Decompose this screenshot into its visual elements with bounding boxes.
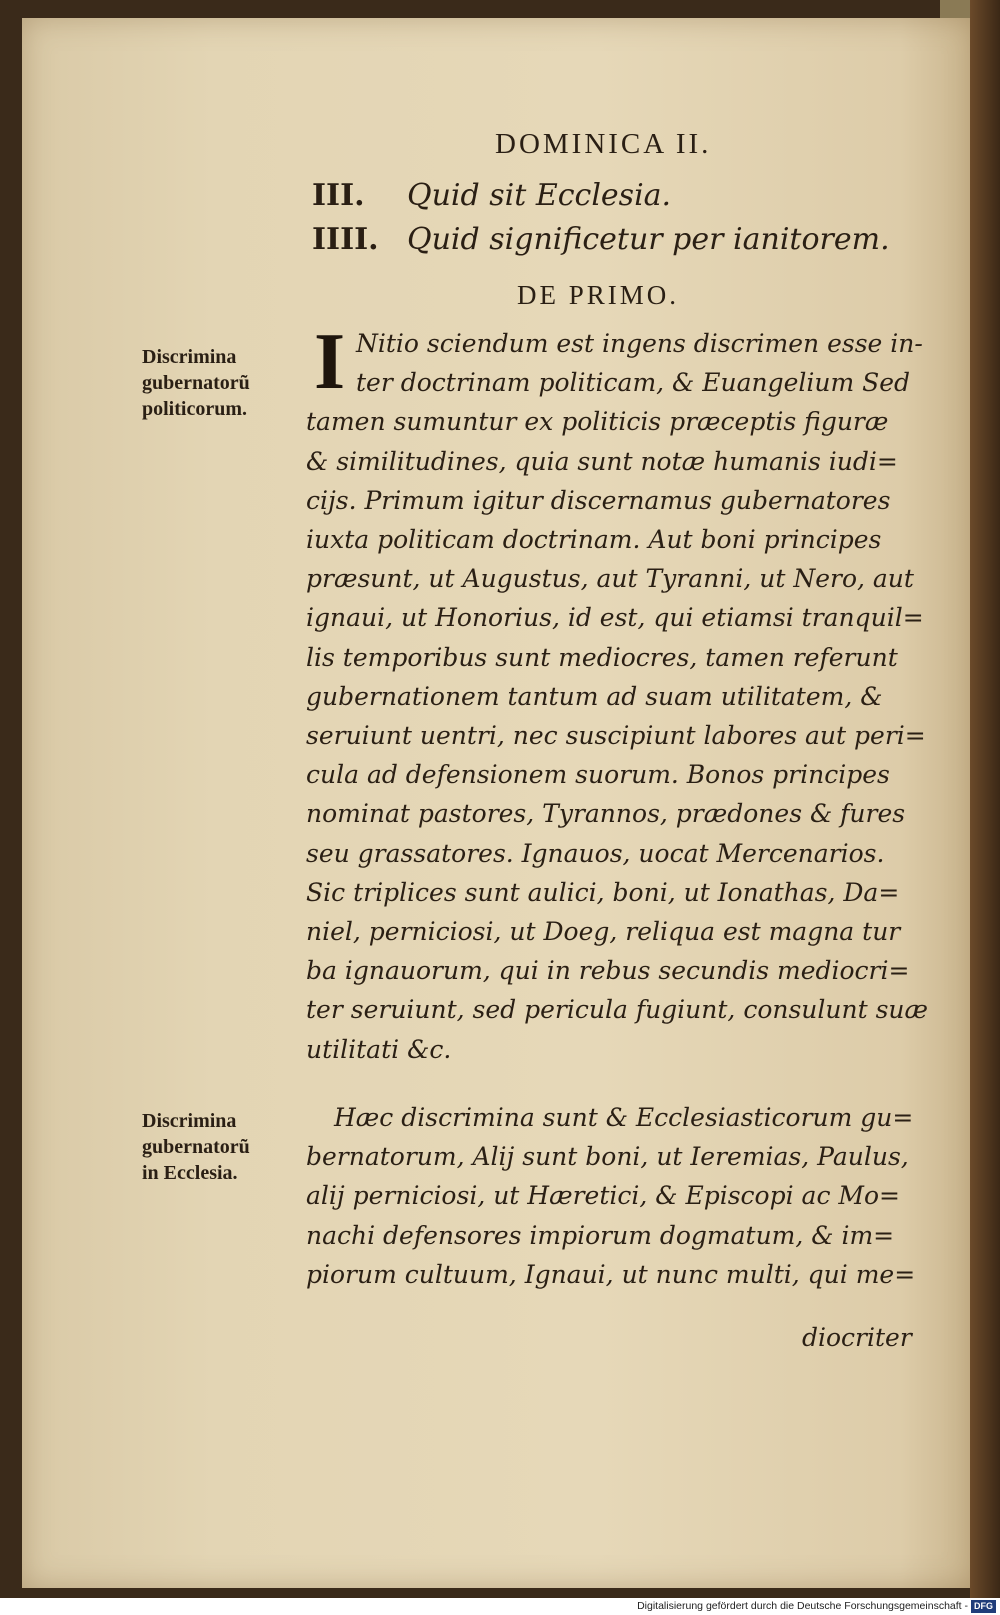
- text-line: Nitio sciendum est ingens discrimen esse in-: [356, 329, 923, 358]
- text-line: præsunt, ut Augustus, aut Tyranni, ut Nero, aut: [306, 564, 914, 594]
- margin-note-1: [142, 344, 292, 422]
- text-line: seu grassatores. Ignauos, uocat Mercenarios.: [306, 838, 885, 868]
- text-line: piorum cultuum, Ignaui, ut nunc multi, qui me=: [306, 1259, 916, 1289]
- text-line: nachi defensores impiorum dogmatum, & im=: [306, 1220, 895, 1250]
- margin-note-2: [142, 1108, 292, 1186]
- dfg-logo: DFG: [971, 1600, 996, 1613]
- text-line: gubernationem tantum ad suam utilitatem, &: [306, 681, 883, 711]
- toc-item-3: [312, 178, 671, 213]
- text-line: ba ignauorum, qui in rebus secundis mediocri=: [306, 956, 910, 986]
- margin-note-line: in Ecclesia.: [142, 1162, 238, 1184]
- section-heading: DE PRIMO.: [517, 280, 680, 310]
- text-line: seruiunt uentri, nec suscipiunt labores aut peri=: [306, 721, 926, 751]
- text-line: nominat pastores, Tyrannos, prædones & fures: [306, 799, 906, 829]
- margin-note-line: gubernatorũ: [142, 1136, 250, 1158]
- toc-item-4: [312, 222, 890, 257]
- text-line: cula ad defensionem suorum. Bonos principes: [306, 760, 890, 790]
- text-line: & similitudines, quia sunt notæ humanis iudi=: [306, 446, 898, 476]
- paragraph-1: [306, 318, 929, 1069]
- funding-notice: Digitalisierung gefördert durch die Deutsche Forschungsgemeinschaft -: [637, 1600, 968, 1612]
- toc-number: IIII.: [312, 222, 379, 257]
- text-line: ter doctrinam politicam, & Euangelium Sed: [356, 368, 911, 398]
- text-line: Hæc discrimina sunt & Ecclesiasticorum gu=: [334, 1103, 914, 1132]
- text-line: niel, perniciosi, ut Doeg, reliqua est magna tur: [306, 917, 901, 947]
- paragraph-2: [306, 1098, 916, 1294]
- margin-note-line: politicorum.: [142, 398, 247, 420]
- text-line: ignaui, ut Honorius, id est, qui etiamsi tranquil=: [306, 603, 924, 633]
- text-line: Sic triplices sunt aulici, boni, ut Ionathas, Da=: [306, 877, 900, 907]
- catchword: diocriter: [802, 1323, 912, 1352]
- book-edge: [970, 0, 1000, 1598]
- toc-text: Quid significetur per ianitorem.: [407, 222, 890, 257]
- margin-note-line: Discrimina: [142, 346, 237, 368]
- margin-note-line: Discrimina: [142, 1110, 237, 1132]
- text-line: tamen sumuntur ex politicis præceptis figuræ: [306, 407, 889, 437]
- margin-note-line: gubernatorũ: [142, 372, 250, 394]
- running-head: DOMINICA II.: [495, 128, 712, 160]
- toc-number: III.: [312, 178, 365, 213]
- text-line: cijs. Primum igitur discernamus gubernatores: [306, 485, 891, 515]
- text-line: bernatorum, Alij sunt boni, ut Ieremias, Paulus,: [306, 1142, 909, 1172]
- toc-text: Quid sit Ecclesia.: [407, 178, 672, 213]
- text-line: alij perniciosi, ut Hæretici, & Episcopi ac Mo=: [306, 1181, 901, 1211]
- text-line: utilitati &c.: [306, 1034, 452, 1064]
- drop-capital: I: [314, 318, 346, 406]
- text-line: lis temporibus sunt mediocres, tamen referunt: [306, 642, 898, 672]
- text-line: ter seruiunt, sed pericula fugiunt, consulunt suæ: [306, 995, 929, 1025]
- text-line: iuxta politicam doctrinam. Aut boni principes: [306, 525, 882, 555]
